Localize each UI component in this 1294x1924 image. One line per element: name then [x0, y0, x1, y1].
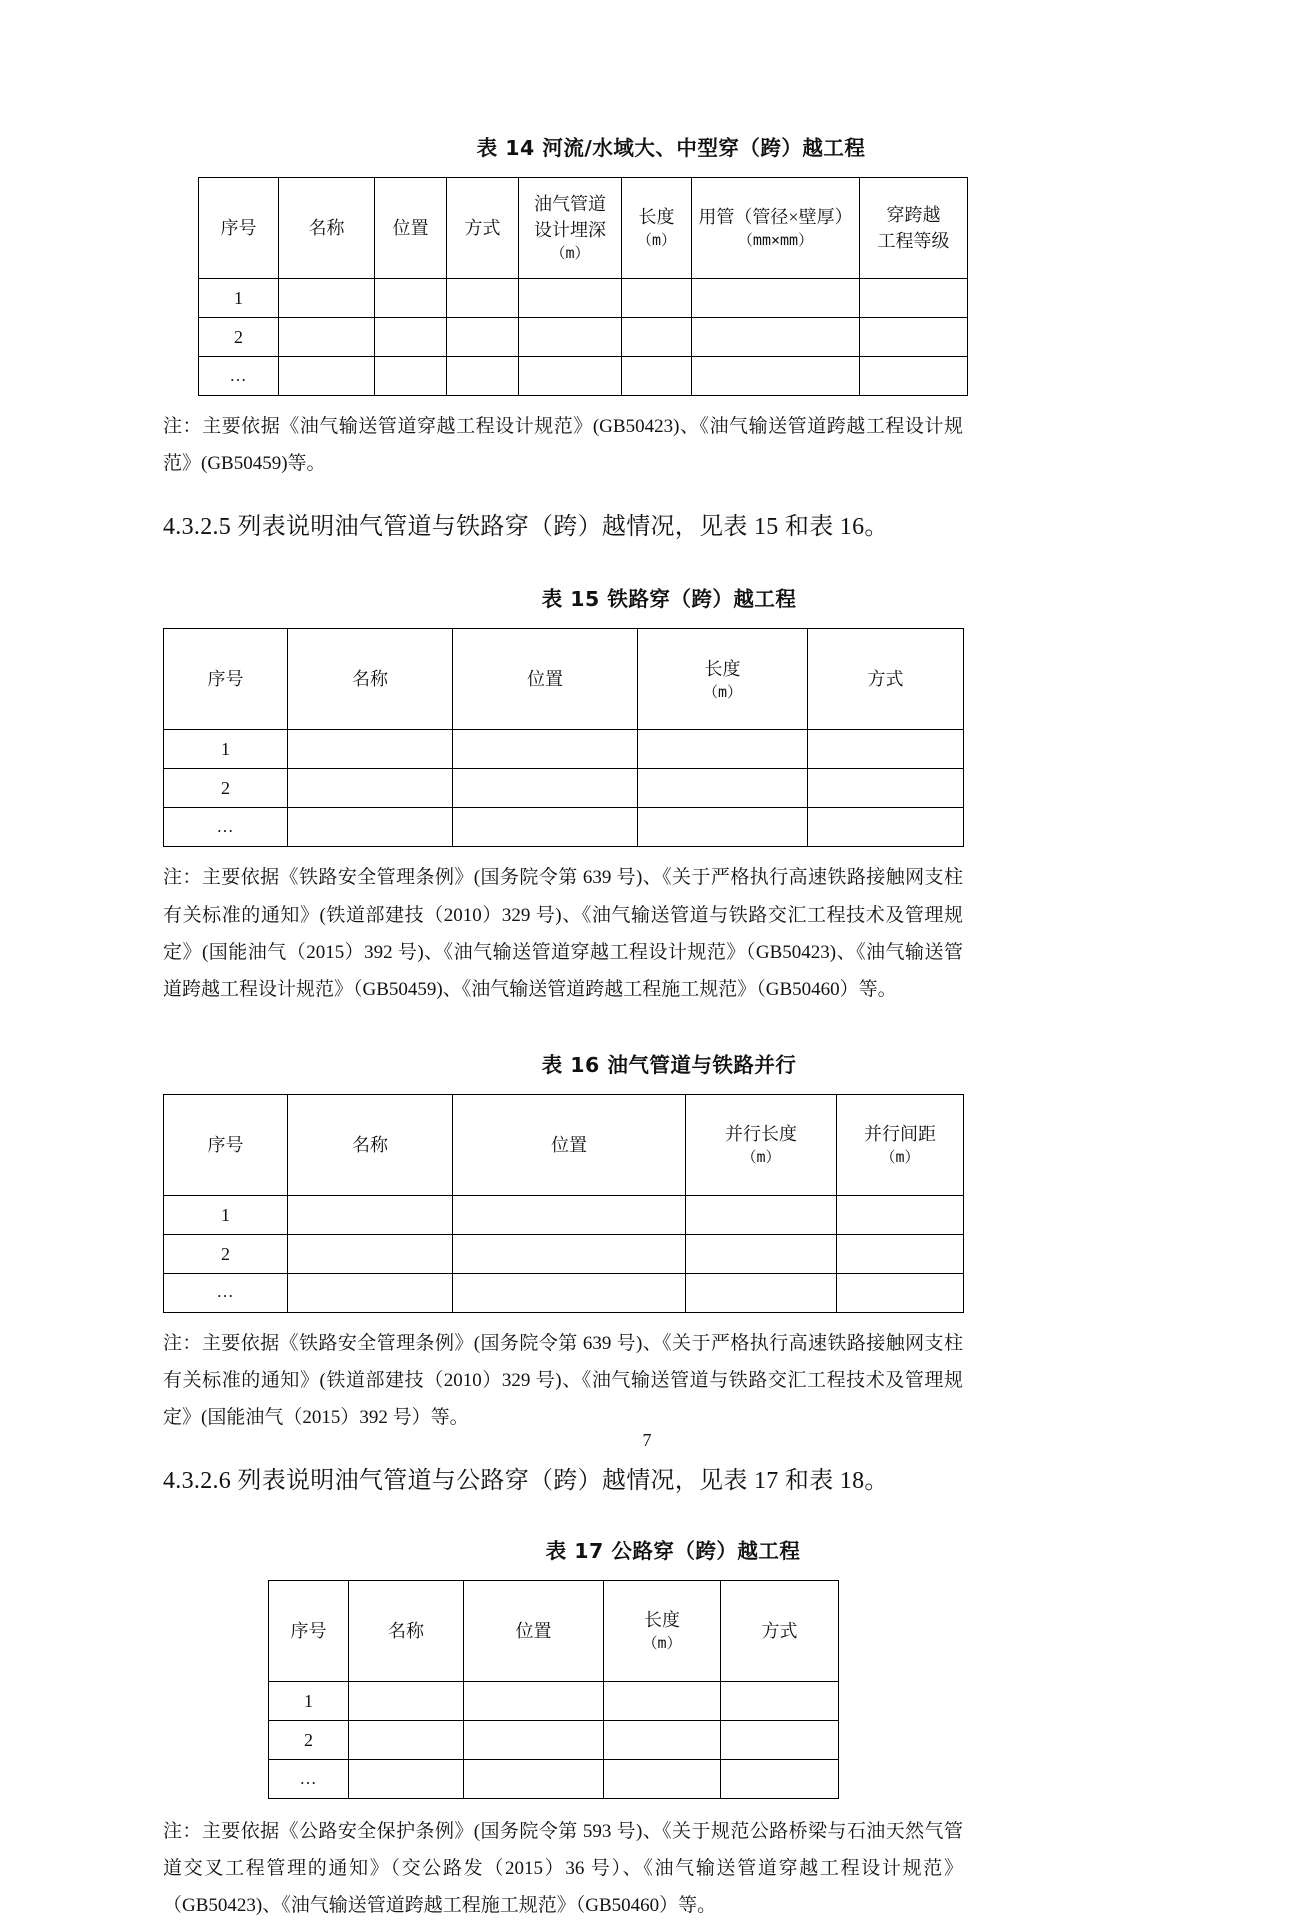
table14-header-row: [199, 178, 968, 279]
table16-header-row: [164, 1094, 964, 1195]
table15-cell[interactable]: [288, 730, 453, 769]
table14-depth-unit: （m）: [550, 244, 590, 263]
table-row: [269, 1760, 839, 1799]
table-row: [199, 279, 968, 318]
table16-cell[interactable]: [837, 1273, 964, 1312]
table17-header-row: [269, 1581, 839, 1682]
table17-cell[interactable]: [464, 1682, 604, 1721]
table14-pipe-line1: 用管（管径×壁厚）: [698, 207, 853, 228]
table16-row-index: 2: [164, 1234, 288, 1273]
table14-cell[interactable]: [692, 318, 860, 357]
table17-header-cell-seq: 序号: [269, 1581, 349, 1682]
table16-cell[interactable]: [453, 1234, 686, 1273]
table15-cell[interactable]: [638, 808, 808, 847]
table16-row-index: 1: [164, 1195, 288, 1234]
table17-length-line1: 长度: [644, 1610, 680, 1631]
table14-length-line1: 长度: [638, 207, 675, 228]
table14-cell[interactable]: [447, 357, 519, 396]
table14-cell[interactable]: [375, 279, 447, 318]
table16-header-cell-seq: 序号: [164, 1094, 288, 1195]
table17-row-index: 1: [269, 1682, 349, 1721]
table15-note: 注：主要依据《铁路安全管理条例》(国务院令第 639 号)、《关于严格执行高速铁路接触网支柱有关标准的通知》(铁道部建技（2010）329 号)、《油气输送管道与铁路交汇工程技术及管理规定》(国能油气（2015）392 号)、《油气输送管道穿越工程设计规范》（GB50423)、《油气输送管道跨越工程设计规范》（GB50459)、《油气输送管道跨越工程施工规范》（GB50460）等。: [163, 867, 963, 1000]
table16-header-cell-position: 位置: [453, 1094, 686, 1195]
table17-header-cell-method: 方式: [721, 1581, 839, 1682]
table17-cell[interactable]: [349, 1721, 464, 1760]
table17-header-cell-position: 位置: [464, 1581, 604, 1682]
table15-cell[interactable]: [288, 808, 453, 847]
table14-header-cell-pipe: [692, 178, 860, 279]
table-row: [164, 1273, 964, 1312]
table-row: [199, 357, 968, 396]
table14-cell[interactable]: [279, 357, 375, 396]
table-row: [164, 730, 964, 769]
table14-cell[interactable]: [519, 318, 622, 357]
table14-note: 注：主要依据《油气输送管道穿越工程设计规范》(GB50423)、《油气输送管道跨越工程设计规范》(GB50459)等。: [163, 416, 963, 475]
table-row: [164, 1234, 964, 1273]
table14-cell[interactable]: [375, 357, 447, 396]
table14-cell[interactable]: [622, 318, 692, 357]
table16-cell[interactable]: [288, 1273, 453, 1312]
table16-parallel-spacing-unit: （m）: [880, 1147, 920, 1166]
table17-cell[interactable]: [721, 1760, 839, 1799]
table-row: [164, 769, 964, 808]
table14-cell[interactable]: [447, 279, 519, 318]
table14-caption: 表 14 河流/水域大、中型穿（跨）越工程: [476, 136, 866, 160]
table17-row-index: …: [269, 1760, 349, 1799]
table14-cell[interactable]: [692, 279, 860, 318]
table-row: [164, 808, 964, 847]
table14-length-unit: （m）: [636, 231, 677, 250]
table17-length-unit: （m）: [642, 1634, 682, 1653]
table16-header-cell-parallel-spacing: [837, 1094, 964, 1195]
table15-row-index: 1: [164, 730, 288, 769]
section-heading-4-3-2-6: 4.3.2.6 列表说明油气管道与公路穿（跨）越情况，见表 17 和表 18。: [163, 1467, 889, 1494]
table17-cell[interactable]: [721, 1721, 839, 1760]
table14-depth-line2: 设计埋深: [534, 220, 606, 241]
table16-note: 注：主要依据《铁路安全管理条例》(国务院令第 639 号)、《关于严格执行高速铁路接触网支柱有关标准的通知》(铁道部建技（2010）329 号)、《油气输送管道与铁路交汇工程技术及管理规定》(国能油气（2015）392 号）等。: [163, 1332, 963, 1428]
table15-header-cell-name: 名称: [288, 629, 453, 730]
table16-cell[interactable]: [288, 1234, 453, 1273]
table16-cell[interactable]: [453, 1273, 686, 1312]
table15-cell[interactable]: [638, 769, 808, 808]
table16-cell[interactable]: [837, 1234, 964, 1273]
table14-grade-line2: 工程等级: [877, 231, 950, 251]
table14-header-cell-method: 方式: [447, 178, 519, 279]
table16-caption: 表 16 油气管道与铁路并行: [541, 1052, 797, 1077]
table16-cell[interactable]: [288, 1195, 453, 1234]
table15-cell[interactable]: [453, 730, 638, 769]
table17-cell[interactable]: [721, 1682, 839, 1721]
table15-cell[interactable]: [453, 769, 638, 808]
table14-header-cell-seq: 序号: [199, 178, 279, 279]
table15-caption: 表 15 铁路穿（跨）越工程: [541, 587, 797, 612]
table14-pipe-unit: （mm×mm）: [737, 231, 814, 250]
table14-cell[interactable]: [622, 357, 692, 396]
table14-cell[interactable]: [447, 318, 519, 357]
table14-header-cell-depth: [519, 178, 622, 279]
table14-row-index: 2: [199, 318, 279, 357]
table-row: [164, 1195, 964, 1234]
table15-cell[interactable]: [808, 730, 964, 769]
table14-cell[interactable]: [279, 279, 375, 318]
table15-header-row: [164, 629, 964, 730]
table14-row-index: …: [199, 357, 279, 396]
table14-cell[interactable]: [622, 279, 692, 318]
table16-cell[interactable]: [686, 1234, 837, 1273]
table17-cell[interactable]: [604, 1721, 721, 1760]
table15-header-cell-length: [638, 629, 808, 730]
table15-header-cell-seq: 序号: [164, 629, 288, 730]
table17: [268, 1580, 839, 1799]
table14-cell[interactable]: [375, 318, 447, 357]
table17-caption: 表 17 公路穿（跨）越工程: [545, 1539, 801, 1564]
table15-header-cell-position: 位置: [453, 629, 638, 730]
table17-cell[interactable]: [464, 1760, 604, 1799]
table14-depth-line1: 油气管道: [534, 194, 606, 215]
table16-row-index: …: [164, 1273, 288, 1312]
table14-cell[interactable]: [860, 357, 968, 396]
table16-cell[interactable]: [686, 1195, 837, 1234]
table17-cell[interactable]: [604, 1760, 721, 1799]
table15-row-index: 2: [164, 769, 288, 808]
table15-cell[interactable]: [288, 769, 453, 808]
table14-cell[interactable]: [860, 318, 968, 357]
table15-length-line1: 长度: [704, 658, 741, 679]
table14-header-cell-name: 名称: [279, 178, 375, 279]
table-row: [269, 1682, 839, 1721]
table-row: [199, 318, 968, 357]
table16-cell[interactable]: [453, 1195, 686, 1234]
table17-cell[interactable]: [349, 1760, 464, 1799]
table16-parallel-spacing-line1: 并行间距: [864, 1123, 936, 1144]
section-heading-4-3-2-5: 4.3.2.5 列表说明油气管道与铁路穿（跨）越情况，见表 15 和表 16。: [163, 514, 889, 541]
table16-cell[interactable]: [837, 1195, 964, 1234]
table17-cell[interactable]: [604, 1682, 721, 1721]
table14-header-cell-grade: [860, 178, 968, 279]
page-number: 7: [642, 1430, 652, 1450]
table14-cell[interactable]: [519, 357, 622, 396]
table15-row-index: …: [164, 808, 288, 847]
table17-header-cell-name: 名称: [349, 1581, 464, 1682]
table15-header-cell-method: 方式: [808, 629, 964, 730]
table15-cell[interactable]: [808, 808, 964, 847]
table-row: [269, 1721, 839, 1760]
table14-cell[interactable]: [279, 318, 375, 357]
table17-note: 注：主要依据《公路安全保护条例》(国务院令第 593 号)、《关于规范公路桥梁与石油天然气管道交叉工程管理的通知》（交公路发（2015）36 号）、《油气输送管道穿越工程设计规范》（GB50423)、《油气输送管道跨越工程施工规范》（GB50460）等。: [163, 1821, 963, 1917]
table16-header-cell-parallel-length: [686, 1094, 837, 1195]
table14: [198, 177, 968, 396]
table14-header-cell-position: 位置: [375, 178, 447, 279]
page-content: [163, 0, 1135, 1924]
table14-header-cell-length: [622, 178, 692, 279]
table15: [163, 628, 964, 847]
table16-header-cell-name: 名称: [288, 1094, 453, 1195]
table15-length-unit: （m）: [702, 682, 743, 701]
table14-cell[interactable]: [860, 279, 968, 318]
table15-cell[interactable]: [808, 769, 964, 808]
table14-grade-line1: 穿跨越: [886, 204, 941, 225]
table17-cell[interactable]: [464, 1721, 604, 1760]
table17-header-cell-length: [604, 1581, 721, 1682]
table16: [163, 1094, 964, 1313]
table16-cell[interactable]: [686, 1273, 837, 1312]
table16-parallel-length-unit: （m）: [741, 1147, 781, 1166]
table17-row-index: 2: [269, 1721, 349, 1760]
table17-cell[interactable]: [349, 1682, 464, 1721]
table15-cell[interactable]: [638, 730, 808, 769]
table14-cell[interactable]: [519, 279, 622, 318]
table16-parallel-length-line1: 并行长度: [725, 1123, 797, 1144]
table14-row-index: 1: [199, 279, 279, 318]
table15-cell[interactable]: [453, 808, 638, 847]
table14-cell[interactable]: [692, 357, 860, 396]
